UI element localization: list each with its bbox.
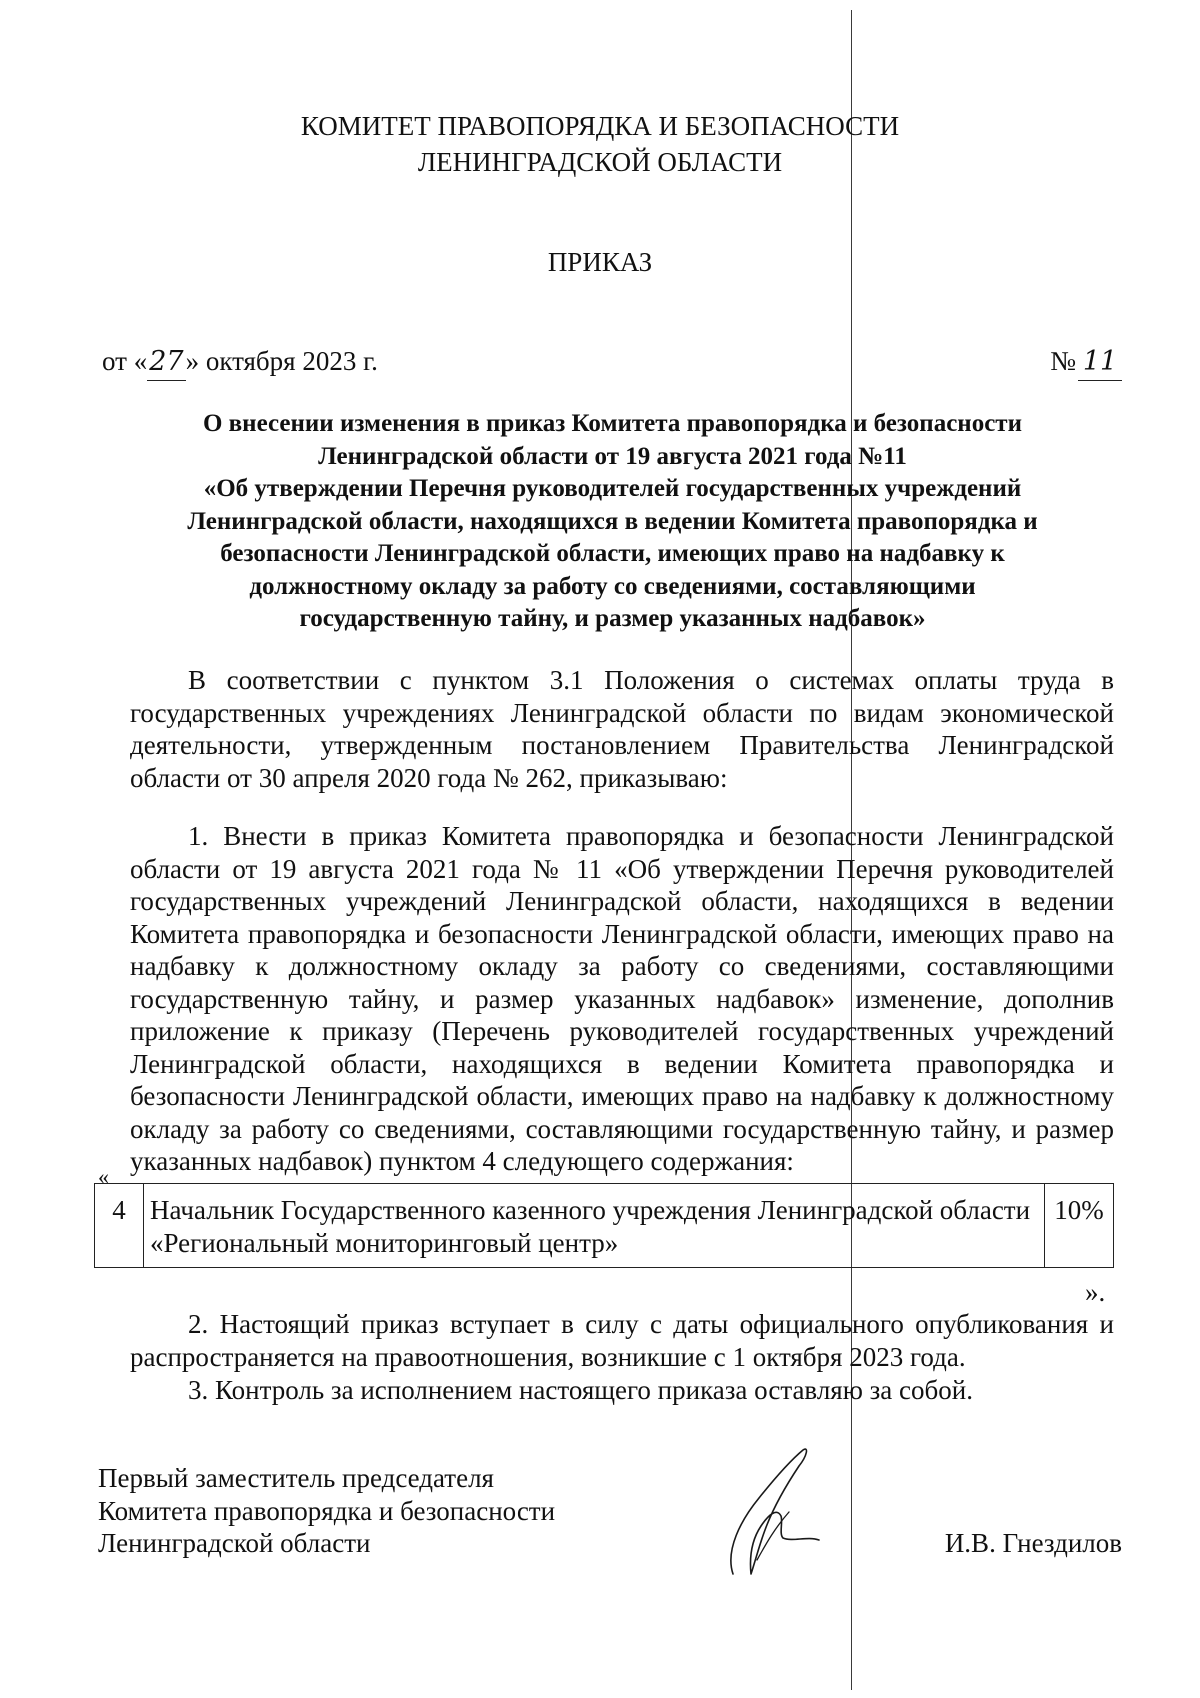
subject-line: государственную тайну, и размер указанных надбавок»	[299, 605, 926, 632]
preamble-paragraph: В соответствии с пунктом 3.1 Положения о системах оплаты труда в государственных учреждениях Ленинградской области по видам экономической деятельности, утвержденным постановлением Правительства Ленинградской области от 30 апреля 2020 года № 262, приказываю:	[130, 665, 1114, 793]
subject-line: Ленинградской области от 19 августа 2021 года №11	[318, 442, 907, 470]
handwritten-signature	[695, 1442, 835, 1582]
date-prefix: от «	[102, 346, 148, 376]
document-type: ПРИКАЗ	[547, 247, 653, 277]
quote-open-mark: «	[98, 1164, 109, 1189]
signer-position-line: Ленинградской области	[98, 1528, 371, 1558]
signer-position-line: Комитета правопорядка и безопасности	[98, 1495, 556, 1526]
item-2-paragraph: 2. Настоящий приказ вступает в силу с даты официального опубликования и распространяется на правоотношения, возникшие с 1 октября 2023 года.	[130, 1309, 1114, 1372]
number-label: №	[1050, 346, 1076, 376]
item-3-paragraph: 3. Контроль за исполнением настоящего приказа оставляю за собой.	[188, 1375, 973, 1405]
date-number-row	[102, 343, 1122, 381]
subject-line: «Об утверждении Перечня руководителей государственных учреждений	[203, 475, 1022, 502]
position-cell: Начальник Государственного казенного учреждения Ленинградской области «Региональный мониторинговый центр»	[144, 1184, 1045, 1268]
order-date	[102, 343, 378, 381]
signer-position-line: Первый заместитель председателя	[98, 1463, 494, 1493]
quote-close-mark: ».	[1085, 1277, 1106, 1307]
number-value-handwritten: 11	[1078, 344, 1122, 381]
organization-line-1: КОМИТЕТ ПРАВОПОРЯДКА И БЕЗОПАСНОСТИ	[300, 111, 900, 141]
date-day-handwritten: 27	[147, 344, 185, 381]
item-1-paragraph: 1. Внести в приказ Комитета правопорядка и безопасности Ленинградской области от 19 августа 2021 года № 11 «Об утверждении Перечня руководителей государственных учреждений Ленинградской области, находящихся в ведении Комитета правопорядка и безопасности Ленинградской области, имеющих право на надбавку к должностному окладу за работу со сведениями, составляющими государственную тайну, и размер указанных надбавок» изменение, дополнив приложение к приказу (Перечень руководителей государственных учреждений Ленинградской области, находящихся в ведении Комитета правопорядка и безопасности Ленинградской области, имеющих право на надбавку к должностному окладу за работу со сведениями, составляющими государственную тайну, и размер указанных надбавок) пунктом 4 следующего содержания:	[130, 821, 1114, 1176]
signer-position	[98, 1462, 555, 1560]
signer-name: И.В. Гнездилов	[944, 1528, 1122, 1558]
organization-line-2: ЛЕНИНГРАДСКОЙ ОБЛАСТИ	[417, 147, 783, 177]
percent-cell: 10%	[1045, 1184, 1114, 1268]
date-suffix: » октября 2023 г.	[185, 346, 378, 376]
subject-line: безопасности Ленинградской области, имеющих право на надбавку к	[220, 540, 1005, 567]
row-number-cell: 4	[95, 1184, 144, 1268]
table-row	[95, 1184, 1114, 1268]
subject-line: Ленинградской области, находящихся в ведении Комитета правопорядка и	[187, 507, 1038, 535]
order-subject	[120, 408, 1105, 636]
order-number	[1050, 343, 1122, 381]
organization-header	[0, 108, 1200, 180]
amendment-table	[94, 1183, 1114, 1268]
subject-line: должностному окладу за работу со сведениями, составляющими	[249, 572, 976, 600]
subject-line: О внесении изменения в приказ Комитета правопорядка и безопасности	[202, 410, 1022, 437]
